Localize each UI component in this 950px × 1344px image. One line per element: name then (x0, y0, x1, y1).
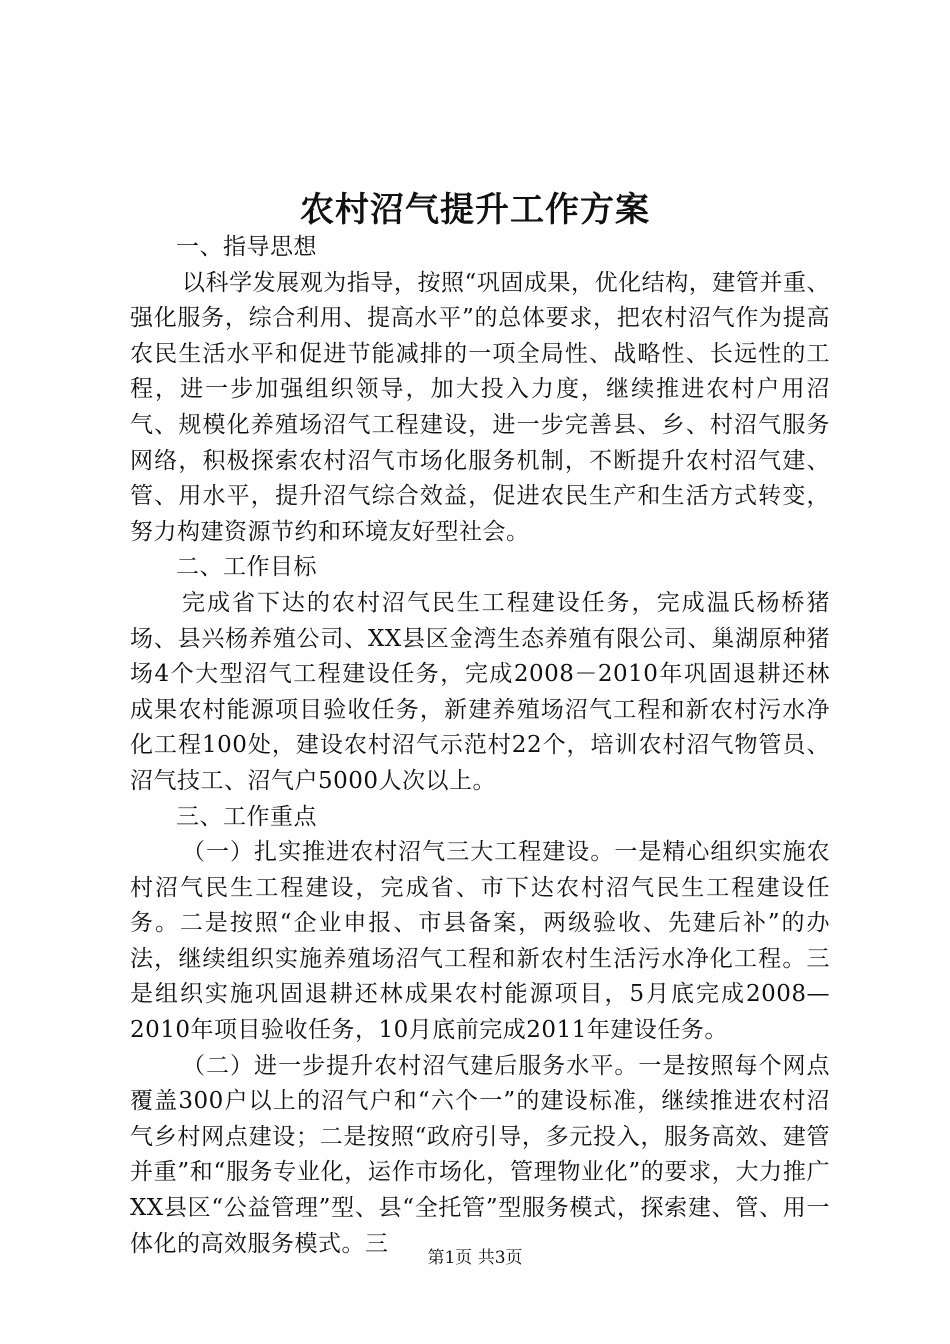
paragraph-key-work-1: （一）扎实推进农村沼气三大工程建设。一是精心组织实施农村沼气民生工程建设，完成省、市下达农村沼气民生工程建设任务。二是按照“企业申报、市县备案，两级验收、先建后补”的办法，继续组织实施养殖场沼气工程和新农村生活污水净化工程。三是组织实施巩固退耕还林成果农村能源项目，5月底完成2008—2010年项目验收任务，10月底前完成2011年建设任务。 (130, 839, 830, 1044)
document-title: 农村沼气提升工作方案 (300, 190, 650, 230)
section-heading-2: 二、工作目标 (176, 554, 317, 581)
section-heading-3: 三、工作重点 (176, 803, 317, 830)
paragraph-work-goals: 完成省下达的农村沼气民生工程建设任务，完成温氏杨桥猪场、县兴杨养殖公司、XX县区金湾生态养殖有限公司、巢湖原种猪场4个大型沼气工程建设任务，完成2008－2010年巩固退耕还林成果农村能源项目验收任务，新建养殖场沼气工程和新农村污水净化工程100处，建设农村沼气示范村22个，培训农村沼气物管员、沼气技工、沼气户5000人次以上。 (130, 589, 830, 794)
document-body (130, 230, 830, 1262)
paragraph-key-work-2: （二）进一步提升农村沼气建后服务水平。一是按照每个网点覆盖300户以上的沼气户和“六个一”的建设标准，继续推进农村沼气乡村网点建设；二是按照“政府引导，多元投入，服务高效、建管并重”和“服务专业化，运作市场化，管理物业化”的要求，大力推广XX县区“公益管理”型、县“全托管”型服务模式，探索建、管、用一体化的高效服务模式。三 (130, 1052, 830, 1257)
page-footer: 第1页 共3页 (427, 1248, 523, 1268)
paragraph-guiding-thought: 以科学发展观为指导，按照“巩固成果，优化结构，建管并重、强化服务，综合利用、提高水平”的总体要求，把农村沼气作为提高农民生活水平和促进节能减排的一项全局性、战略性、长远性的工程，进一步加强组织领导，加大投入力度，继续推进农村户用沼气、规模化养殖场沼气工程建设，进一步完善县、乡、村沼气服务网络，积极探索农村沼气市场化服务机制，不断提升农村沼气建、管、用水平，提升沼气综合效益，促进农民生产和生活方式转变，努力构建资源节约和环境友好型社会。 (130, 269, 830, 545)
section-heading-1: 一、指导思想 (176, 234, 317, 260)
